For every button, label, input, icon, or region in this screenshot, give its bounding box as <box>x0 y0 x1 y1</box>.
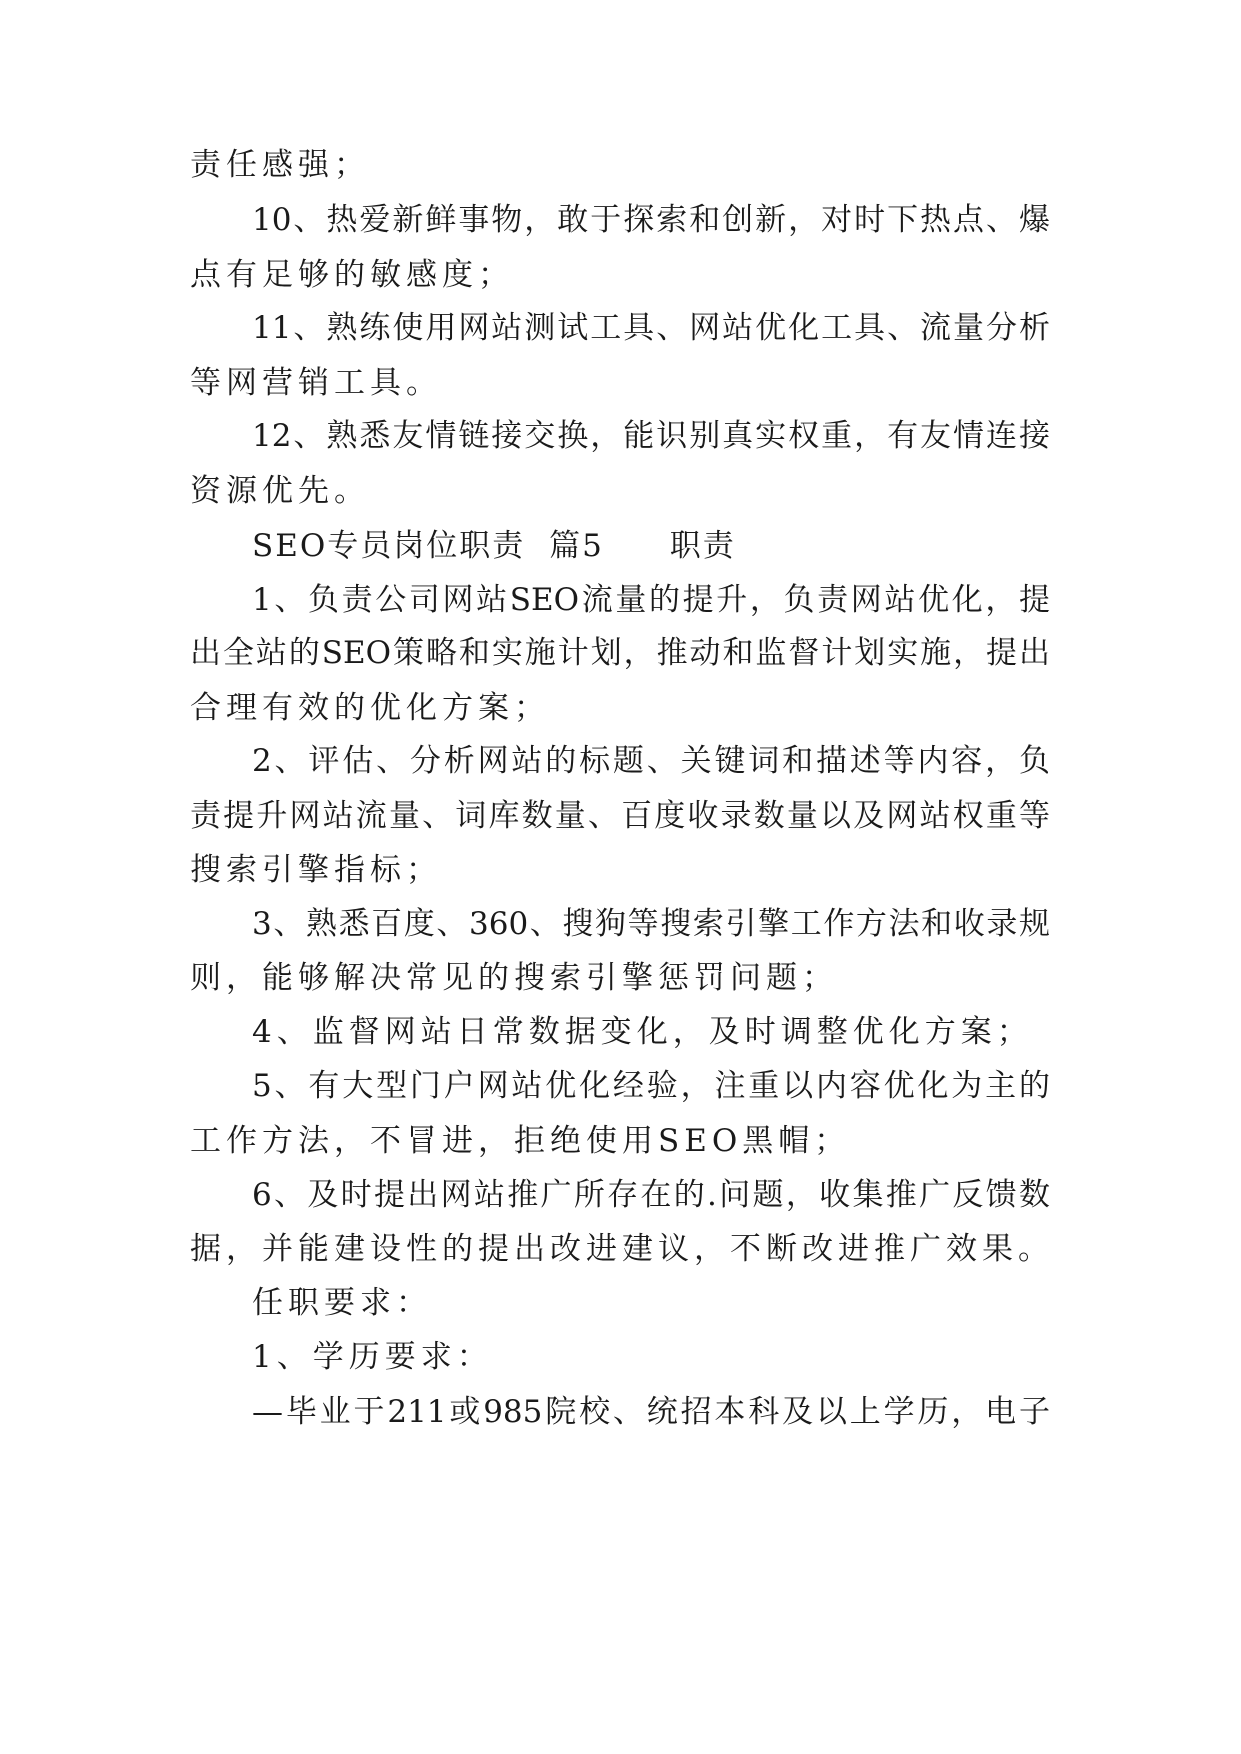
text-line: 3、熟悉百度、360、搜狗等搜索引擎工作方法和收录规 <box>252 906 1050 942</box>
section-heading <box>252 522 1050 570</box>
text-line: 12、熟悉友情链接交换，能识别真实权重，有友情连接 <box>252 418 1050 454</box>
text-line: 责任感强； <box>190 147 370 183</box>
heading-section: 职责 <box>669 528 736 564</box>
text-line: —毕业于211或985院校、统招本科及以上学历，电子 <box>252 1394 1050 1430</box>
text-line: 则，能够解决常见的搜索引擎惩罚问题； <box>190 960 838 996</box>
heading-piece: 篇5 <box>549 528 604 564</box>
text-line: 资源优先。 <box>190 473 370 509</box>
text-line: 1、学历要求： <box>252 1339 493 1375</box>
text-line: 4、监督网站日常数据变化，及时调整优化方案； <box>252 1014 1033 1050</box>
text-line: 合理有效的优化方案； <box>190 690 550 726</box>
text-line: 10、热爱新鲜事物，敢于探索和创新，对时下热点、爆 <box>252 202 1050 238</box>
text-line: 搜索引擎指标； <box>190 852 442 888</box>
text-line: 11、熟练使用网站测试工具、网站优化工具、流量分析 <box>252 310 1050 346</box>
text-line: 5、有大型门户网站优化经验，注重以内容优化为主的 <box>252 1068 1050 1104</box>
text-line: 等网营销工具。 <box>190 365 442 401</box>
text-line: 出全站的SEO策略和实施计划，推动和监督计划实施，提出 <box>190 635 1050 671</box>
text-line: 1、负责公司网站SEO流量的提升，负责网站优化，提 <box>252 582 1050 618</box>
heading-title: SEO专员岗位职责 <box>252 528 526 564</box>
text-line: 据，并能建设性的提出改进建议，不断改进推广效果。 <box>190 1231 1054 1267</box>
text-line: 2、评估、分析网站的标题、关键词和描述等内容，负 <box>252 743 1050 779</box>
text-line: 点有足够的敏感度； <box>190 257 514 293</box>
text-line: 6、及时提出网站推广所存在的.问题，收集推广反馈数 <box>252 1177 1050 1213</box>
text-line: 任职要求： <box>252 1285 432 1321</box>
text-line: 责提升网站流量、词库数量、百度收录数量以及网站权重等 <box>190 798 1050 834</box>
text-line: 工作方法，不冒进，拒绝使用SEO黑帽； <box>190 1123 851 1159</box>
